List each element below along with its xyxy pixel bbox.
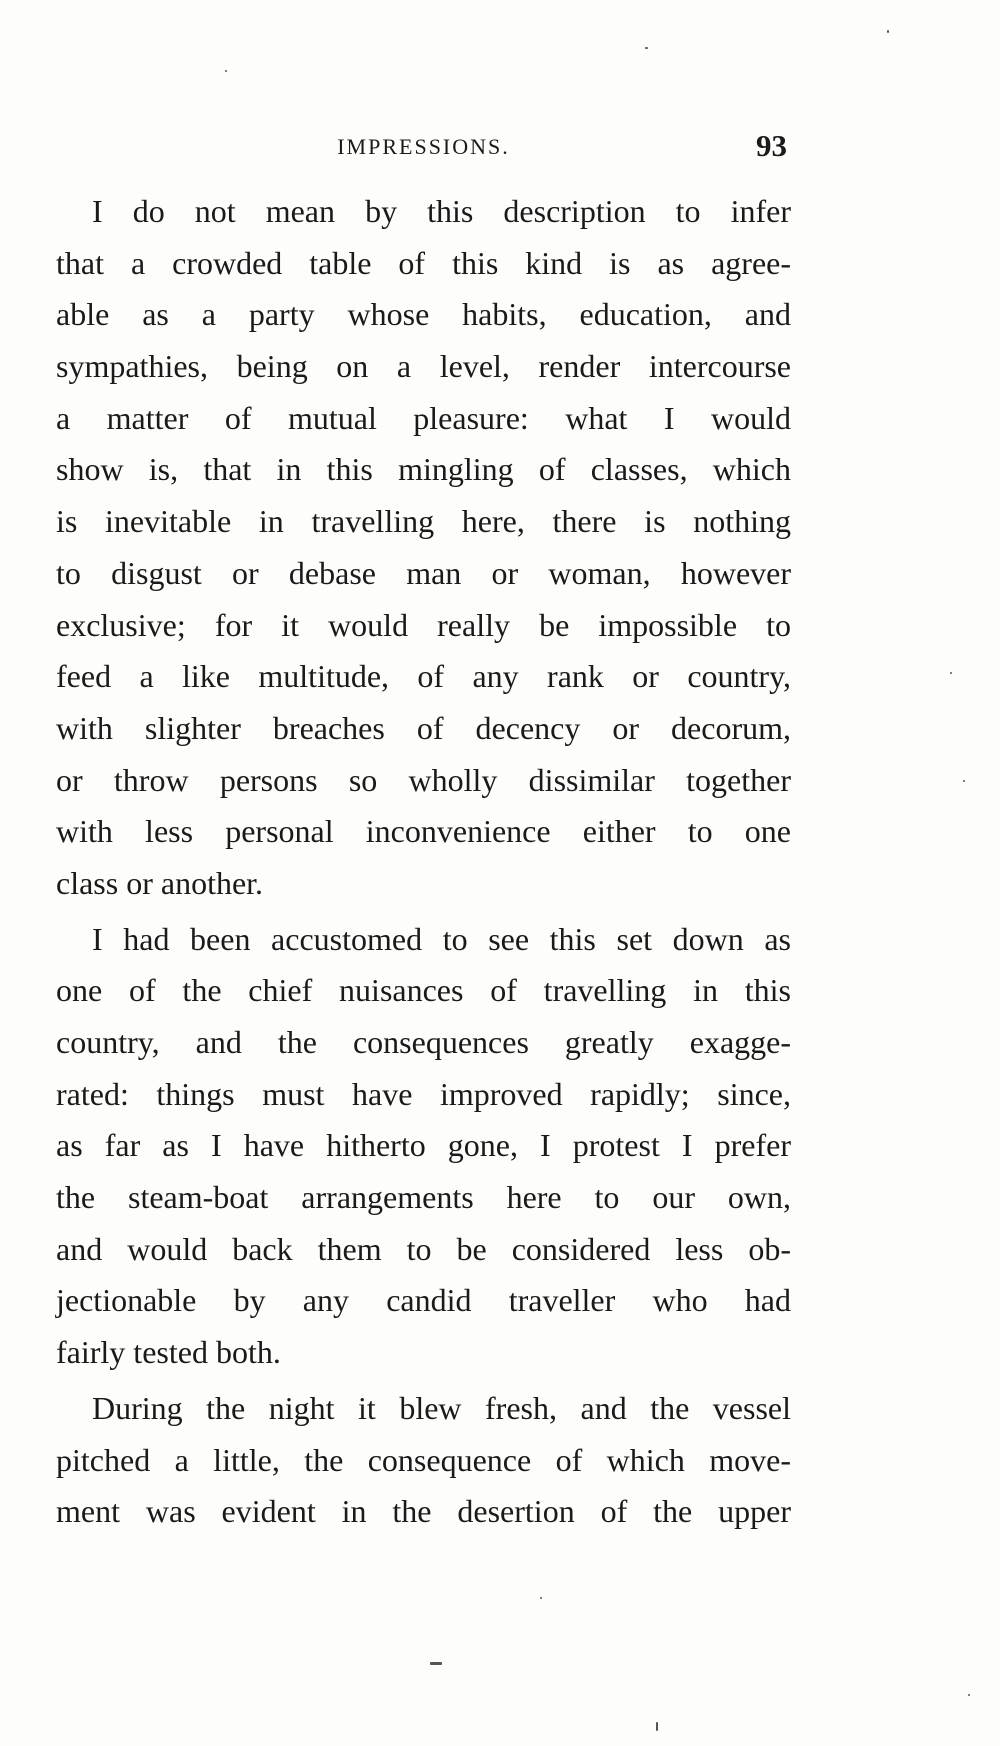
text-line: is inevitable in travelling here, there is nothing [56,503,791,540]
text-line: a matter of mutual pleasure: what I would [56,399,791,436]
text-line: pitched a little, the consequence of which move- [56,1441,791,1478]
scan-speck [656,1722,658,1731]
text-line: able as a party whose habits, education, and [56,296,791,333]
scan-speck [645,47,648,49]
text-line: the steam-boat arrangements here to our own, [56,1179,791,1216]
text-line: show is, that in this mingling of classes, which [56,451,791,488]
text-line: feed a like multitude, of any rank or country, [56,658,791,695]
text-line: one of the chief nuisances of travelling in this [56,972,791,1009]
page-number: 93 [756,128,787,163]
scan-speck [968,1694,970,1696]
text-line: sympathies, being on a level, render intercourse [56,348,791,385]
text-line: During the night it blew fresh, and the vessel [92,1389,791,1426]
text-line: or throw persons so wholly dissimilar together [56,761,791,798]
text-line: I do not mean by this description to infer [92,193,791,229]
text-line: that a crowded table of this kind is as agree- [56,244,791,281]
running-title: IMPRESSIONS. [337,134,510,159]
scan-speck [963,780,965,782]
paragraph [56,186,791,910]
text-line: country, and the consequences greatly exagge- [56,1024,791,1060]
body-text [56,186,791,1538]
text-line: and would back them to be considered less ob- [56,1230,791,1267]
text-line: rated: things must have improved rapidly; since, [56,1075,791,1112]
text-line: with less personal inconvenience either to one [56,813,791,850]
scan-speck [225,70,227,72]
text-line: with slighter breaches of decency or decorum, [56,709,791,746]
text-line: I had been accustomed to see this set down as [92,920,791,957]
text-line: to disgust or debase man or woman, however [56,554,791,591]
scan-speck [540,1597,542,1599]
text-line: as far as I have hitherto gone, I protest I prefer [56,1127,791,1164]
text-line: exclusive; for it would really be impossible to [56,606,791,643]
paragraph [56,914,791,1379]
text-line: ment was evident in the desertion of the upper [56,1493,791,1530]
text-line: class or another. [56,864,264,901]
paragraph [56,1383,791,1538]
scan-speck [950,672,952,674]
running-head [56,128,791,168]
text-line: jectionable by any candid traveller who had [56,1282,791,1319]
scan-speck [887,30,889,33]
text-line: fairly tested both. [56,1334,281,1371]
scan-speck [430,1662,442,1665]
